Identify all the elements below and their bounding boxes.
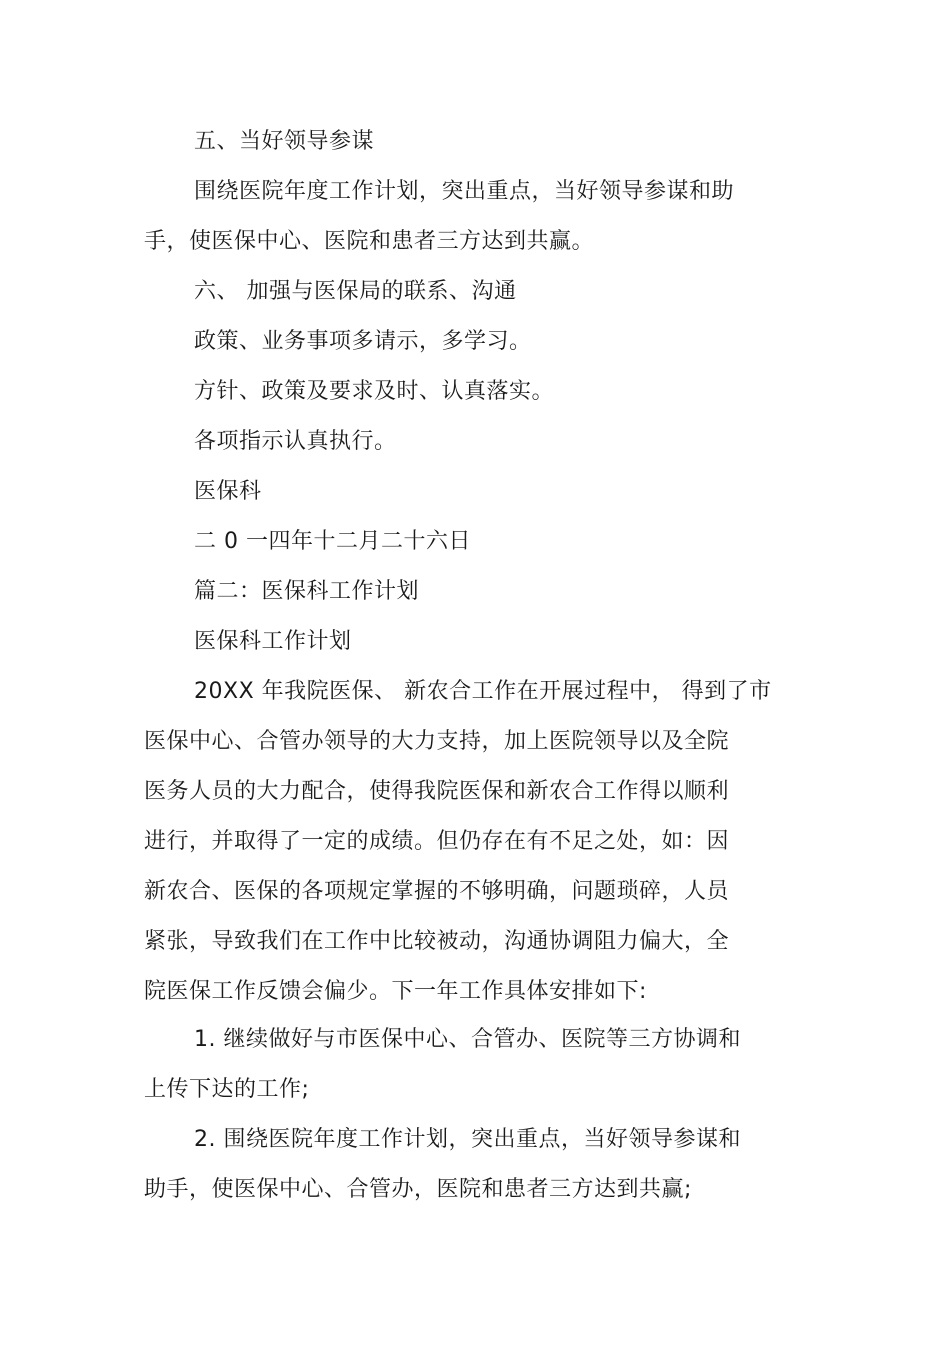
paragraph-line: 方针、政策及要求及时、认真落实。	[194, 379, 555, 404]
list-item-2-continued: 助手，使医保中心、合管办，医院和患者三方达到共赢;	[144, 1177, 692, 1202]
paragraph-line: 手，使医保中心、医院和患者三方达到共赢。	[144, 229, 595, 254]
paragraph-line: 20XX 年我院医保、 新农合工作在开展过程中， 得到了市	[194, 679, 772, 704]
paragraph-line: 院医保工作反馈会偏少。下一年工作具体安排如下:	[144, 979, 647, 1004]
section-heading-6: 六、 加强与医保局的联系、沟通	[194, 279, 517, 304]
paragraph-line: 医务人员的大力配合，使得我院医保和新农合工作得以顺利	[144, 779, 730, 804]
paragraph-line: 医保中心、合管办领导的大力支持，加上医院领导以及全院	[144, 729, 730, 754]
list-item-1-continued: 上传下达的工作;	[144, 1077, 310, 1102]
paragraph-line: 各项指示认真执行。	[194, 429, 397, 454]
paragraph-line: 紧张，导致我们在工作中比较被动，沟通协调阻力偏大，全	[144, 929, 730, 954]
paragraph-line: 新农合、医保的各项规定掌握的不够明确，问题琐碎，人员	[144, 879, 730, 904]
document-title: 医保科工作计划	[194, 629, 352, 654]
paragraph-line: 进行，并取得了一定的成绩。但仍存在有不足之处，如：因	[144, 829, 730, 854]
section-heading-5: 五、当好领导参谋	[194, 129, 375, 154]
signature-date: 二 0 一四年十二月二十六日	[194, 529, 471, 554]
part-title: 篇二：医保科工作计划	[194, 579, 420, 604]
paragraph-line: 围绕医院年度工作计划，突出重点，当好领导参谋和助	[194, 179, 735, 204]
signature-department: 医保科	[194, 479, 262, 504]
list-item-1: 1. 继续做好与市医保中心、合管办、医院等三方协调和	[194, 1027, 741, 1052]
list-item-2: 2. 围绕医院年度工作计划，突出重点，当好领导参谋和	[194, 1127, 741, 1152]
paragraph-line: 政策、业务事项多请示，多学习。	[194, 329, 532, 354]
